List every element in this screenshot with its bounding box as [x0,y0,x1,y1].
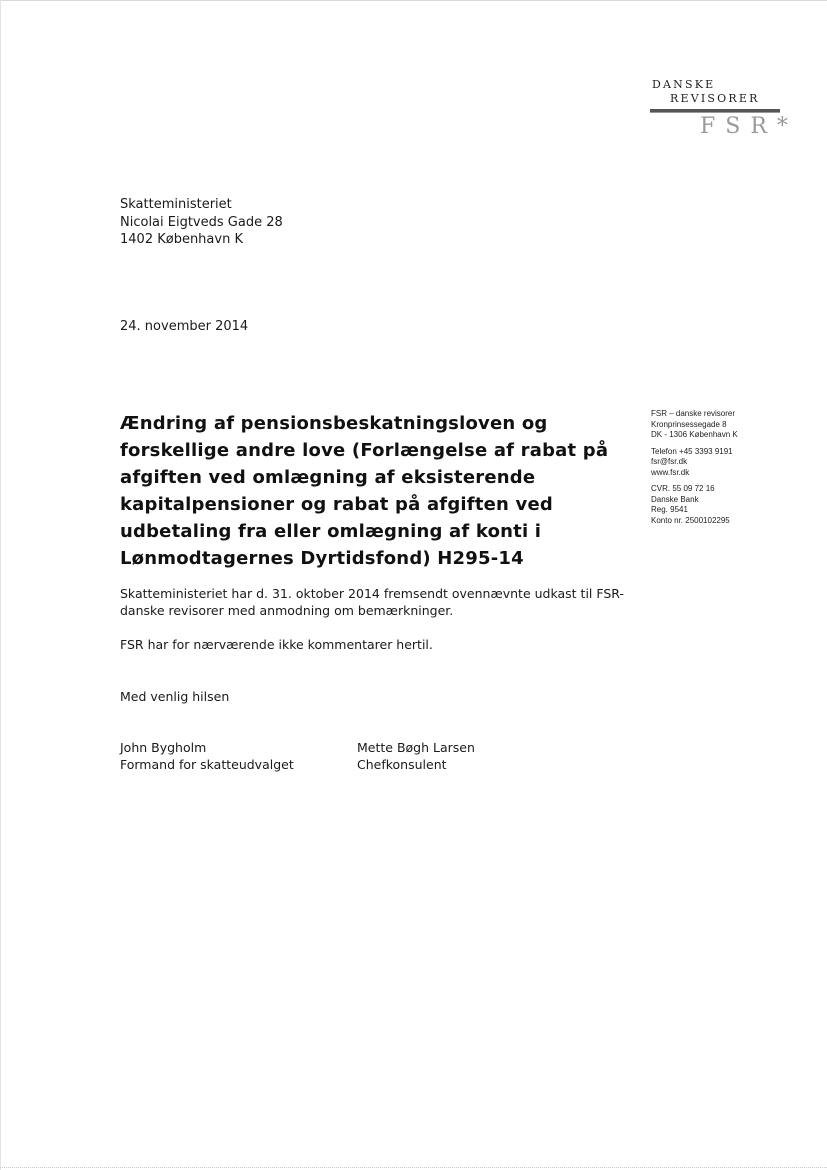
sender-city: DK - 1306 København K [651,430,738,439]
subject-line: udbetaling fra eller omlægning af konti i [120,521,542,542]
letter-date: 24. november 2014 [120,319,249,334]
recipient-address [120,196,283,249]
sender-info [651,409,738,532]
subject-heading [120,410,610,572]
signatory-title: Formand for skatteudvalget [120,757,294,772]
closing-greeting: Med venlig hilsen [120,689,230,704]
page-edge-top [0,0,827,1]
signatory-name: John Bygholm [120,740,207,755]
subject-line: kapitalpensioner og rabat på afgiften ved [120,494,553,515]
body-paragraph-2: FSR har for nærværende ikke kommentarer hertil. [120,637,433,652]
subject-line: Lønmodtagernes Dyrtidsfond) H295-14 [120,548,524,569]
logo-rule [650,109,780,113]
sender-contact-group [651,447,738,479]
subject-line: forskellige andre love (Forlængelse af rabat på [120,440,609,461]
page-edge-bottom [0,1167,827,1169]
sender-phone: Telefon +45 3393 9191 [651,446,733,456]
subject-line: Ændring af pensionsbeskatningsloven og [120,413,548,434]
sender-bank: Danske Bank [651,494,699,504]
recipient-city: 1402 København K [120,232,243,247]
body-line: danske revisorer med anmodning om bemærkninger. [120,603,454,618]
sender-reg: Reg. 9541 [651,505,688,514]
signature-left [120,739,294,773]
signatory-name: Mette Bøgh Larsen [357,740,475,755]
sender-account: Konto nr. 2500102295 [651,515,730,525]
page-edge-left [0,0,1,1170]
subject-line: afgiften ved omlægning af eksisterende [120,467,536,488]
body-line: Skatteministeriet har d. 31. oktober 2014 fremsendt ovennævnte udkast til FSR- [120,586,624,601]
signature-right [357,739,475,773]
sender-org: FSR – danske revisorer [651,409,736,418]
logo-mark-fsr: FSR* [700,114,798,139]
recipient-street: Nicolai Eigtveds Gade 28 [120,214,283,230]
sender-web: www.fsr.dk [651,467,690,477]
fsr-logo [640,78,798,140]
logo-text-revisorer: REVISORER [670,92,760,105]
sender-cvr: CVR. 55 09 72 16 [651,484,715,493]
recipient-name: Skatteministeriet [120,197,232,212]
body-paragraph-1 [120,585,640,619]
sender-street: Kronprinsessegade 8 [651,419,727,429]
sender-address-group [651,409,738,441]
logo-text-danske: DANSKE [652,78,716,91]
signatory-title: Chefkonsulent [357,757,447,772]
sender-bank-group [651,484,738,526]
sender-email: fsr@fsr.dk [651,457,688,466]
